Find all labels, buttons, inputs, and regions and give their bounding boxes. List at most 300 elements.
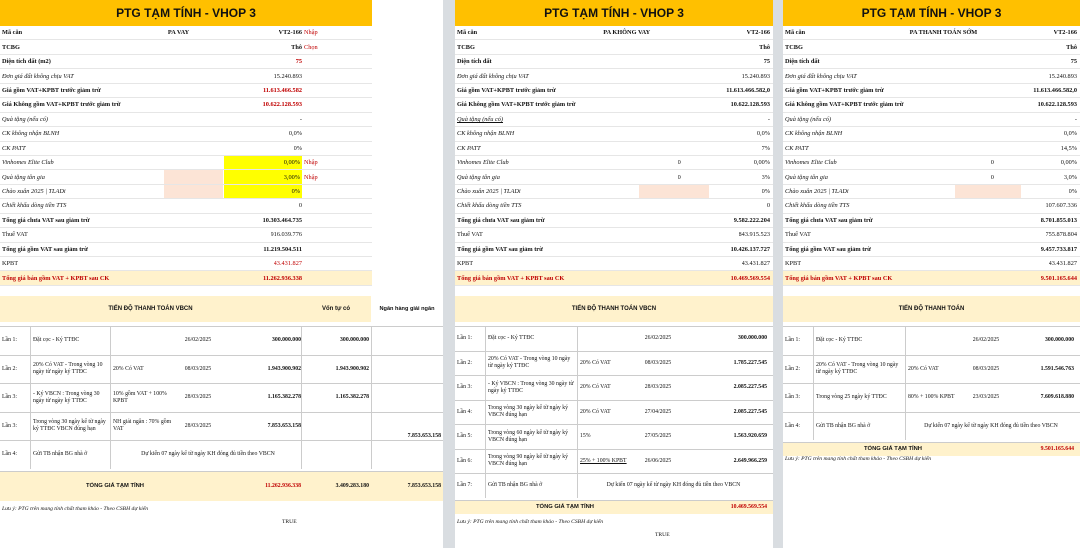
price-row (0, 156, 372, 170)
price-row (455, 113, 773, 127)
row-value: PA VAY (167, 29, 190, 37)
payment-amount: 2.649.966.259 (733, 457, 767, 464)
sheet-title: PTG TẠM TÍNH - VHOP 3 (783, 0, 1080, 26)
payment-own: 300.000.000 (301, 327, 371, 355)
payment-amount: 1.165.382.278 (267, 394, 301, 401)
payment-bank (371, 356, 443, 384)
row-label: CK PATT (457, 144, 481, 152)
price-row (455, 26, 773, 40)
payment-amount: 7.853.653.158 (267, 422, 301, 429)
payment-amount: 1.785.227.545 (733, 359, 767, 366)
footnote: Lưu ý: PTG trên mang tính chất tham khảo - Theo CSBH dự kiến (2, 505, 149, 512)
price-rows (455, 26, 773, 286)
payment-date: 08/03/2025 (184, 365, 212, 372)
row-label: Tổng giá chưa VAT sau giảm trừ (2, 216, 90, 224)
row-label: Giá gồm VAT+KPBT trước giảm trừ (785, 86, 884, 94)
price-row (455, 214, 773, 228)
payment-term: Dự kiến 07 ngày kể từ ngày KH đóng đủ tiền theo VBCN (577, 474, 767, 498)
row-label: Đơn giá đất không chịu VAT (785, 72, 857, 80)
payment-date: 26/06/2025 (644, 457, 672, 464)
highlight-cell (639, 185, 709, 198)
row-value: Thô (759, 43, 770, 51)
row-label: Vinhomes Elite Club (2, 159, 54, 167)
row-label: Chiết khấu dòng tiền TTS (457, 202, 522, 210)
row-label: Thuế VAT (785, 231, 811, 239)
row-value: - (299, 115, 302, 123)
row-label: Giá Không gồm VAT+KPBT trước giảm trừ (457, 101, 576, 109)
payment-desc: Đặt cọc - Ký TTĐC (485, 327, 575, 351)
price-row (783, 170, 1080, 184)
total-label: TỔNG GIÁ TẠM TÍNH (86, 482, 144, 489)
payment-step: Lần 2: (785, 365, 800, 372)
row-label: Tổng giá chưa VAT sau giảm trừ (457, 216, 545, 224)
row-action[interactable]: Nhập (304, 29, 318, 37)
highlight-cell (955, 185, 1020, 198)
row-value: 0 (298, 202, 302, 210)
row-value: 75 (295, 58, 302, 66)
payment-amount: 2.085.227.545 (733, 384, 767, 391)
payment-own (301, 413, 371, 441)
row-label: Vinhomes Elite Club (457, 159, 509, 167)
payment-step: Lần 1: (457, 335, 472, 342)
row-action[interactable]: Nhập (304, 173, 318, 181)
payment-desc: Đặt cọc - Ký TTĐC (30, 327, 108, 355)
payment-row (783, 412, 1080, 441)
total-row (783, 442, 1080, 456)
row-value: 0,0% (1063, 130, 1077, 138)
footnote: Lưu ý: PTG trên mang tính chất tham khảo - Theo CSBH dự kiến (457, 518, 604, 525)
payment-step: Lần 6: (457, 457, 472, 464)
sheet-2 (455, 0, 773, 548)
payment-date: 08/03/2025 (644, 359, 672, 366)
row-mid-value: 0 (990, 173, 994, 181)
row-value: 0,0% (756, 130, 770, 138)
total-value: 9.501.165.644 (1040, 446, 1074, 453)
payment-amount: 1.563.920.659 (733, 433, 767, 440)
row-label: CK không nhận BLNH (785, 130, 843, 138)
payment-term: 15% (577, 425, 635, 449)
row-value: PA KHÔNG VAY (603, 29, 651, 37)
payment-step: Lần 4: (457, 408, 472, 415)
payment-step: Lần 5: (457, 433, 472, 440)
price-row (783, 214, 1080, 228)
row-label: Diện tích đất (m2) (2, 58, 51, 66)
payment-desc: - Ký VBCN : Trong vòng 30 ngày từ ngày ký TTĐC (30, 384, 108, 412)
payment-step: Lần 1: (785, 337, 800, 344)
price-row (783, 55, 1080, 69)
payment-desc: - Ký VBCN : Trong vòng 30 ngày từ ngày ký TTĐC (485, 376, 575, 400)
row-label: Giá gồm VAT+KPBT trước giảm trừ (2, 86, 101, 94)
row-label: Quà tặng (nếu có) (457, 115, 503, 123)
row-label: TCBG (785, 43, 803, 51)
row-label: CK không nhận BLNH (2, 130, 60, 138)
payment-date: 26/02/2025 (184, 337, 212, 344)
payment-desc: Trong vòng 60 ngày kể từ ngày ký VBCN đúng hạn (485, 425, 575, 449)
price-row (0, 84, 372, 98)
payment-title: TIẾN ĐỘ THANH TOÁN VBCN (0, 296, 301, 322)
price-row (0, 243, 372, 257)
row-label: KPBT (2, 260, 19, 268)
payment-date: 27/05/2025 (644, 433, 672, 440)
row-value: 0,00% (1060, 159, 1077, 167)
row-mid-value: 0 (677, 173, 681, 181)
row-value: 15.240.893 (1048, 72, 1077, 80)
price-row (0, 69, 372, 83)
payment-date: 27/04/2025 (644, 408, 672, 415)
payment-bank (371, 384, 443, 412)
row-value: 0 (766, 202, 770, 210)
price-row (455, 69, 773, 83)
row-label: Chào xuân 2025 | TLADi (2, 188, 66, 196)
row-label: Mã căn (785, 29, 806, 37)
payment-desc: Trong vòng 25 ngày ký TTĐC (813, 384, 903, 412)
payment-bank: 7.853.653.158 (371, 413, 443, 441)
row-label: Quà tặng (nếu có) (2, 115, 48, 123)
total-value: 10.469.569.554 (730, 503, 767, 510)
row-value: 0,00% (224, 156, 302, 169)
payment-step: Lần 2: (2, 365, 17, 372)
payment-row (0, 326, 443, 355)
row-label: CK không nhận BLNH (457, 130, 515, 138)
price-row (455, 185, 773, 199)
price-row (0, 127, 372, 141)
payment-term: NH giải ngân : 70% gồm VAT (110, 413, 172, 441)
row-label: Đơn giá đất không chịu VAT (2, 72, 74, 80)
row-label: Giá gồm VAT+KPBT trước giảm trừ (457, 86, 556, 94)
payment-row (783, 326, 1080, 355)
payment-own: 1.165.382.278 (301, 384, 371, 412)
payment-term (905, 327, 963, 355)
total-value: 11.262.936.338 (265, 482, 301, 489)
payment-amount: 1.943.900.902 (267, 365, 301, 372)
payment-term: Dự kiến 07 ngày kể từ ngày KH đóng đủ tiền theo VBCN (110, 441, 303, 469)
price-row (0, 185, 372, 199)
row-value: 15.240.893 (741, 72, 770, 80)
price-row (0, 40, 372, 54)
payment-desc: 20% Có VAT - Trong vòng 10 ngày từ ngày ký TTĐC (485, 352, 575, 376)
price-row (783, 113, 1080, 127)
payment-term: 20% Có VAT (905, 356, 963, 384)
payment-date: 28/03/2025 (184, 422, 212, 429)
payment-row (455, 400, 773, 425)
payment-desc: Trong vòng 30 ngày kể từ ngày ký VBCN đúng hạn (485, 401, 575, 425)
price-row (0, 113, 372, 127)
price-row (783, 98, 1080, 112)
payment-step: Lần 7: (457, 482, 472, 489)
row-label: TCBG (457, 43, 475, 51)
flag-value: TRUE (655, 531, 670, 538)
row-action[interactable]: Chọn (304, 43, 318, 51)
payment-step: Lần 1: (2, 337, 17, 344)
payment-amount: 300.000.000 (738, 335, 767, 342)
price-row (783, 257, 1080, 271)
row-label: Quà tặng tân gia (2, 173, 45, 181)
row-value: 0,0% (288, 130, 302, 138)
payment-step: Lần 4: (785, 422, 800, 429)
row-label: Thuế VAT (457, 231, 483, 239)
payment-row (783, 355, 1080, 384)
payment-step: Lần 3: (457, 384, 472, 391)
price-row (455, 271, 773, 285)
row-value: 11.613.466.582,0 (1033, 86, 1077, 94)
payment-amount: 2.085.227.545 (733, 408, 767, 415)
price-row (783, 228, 1080, 242)
payment-desc: Đặt cọc - Ký TTĐC (813, 327, 903, 355)
row-value: 0,00% (753, 159, 770, 167)
price-row (455, 170, 773, 184)
payment-row (455, 351, 773, 376)
row-label: Quà tặng tân gia (457, 173, 500, 181)
payment-date: 26/02/2025 (972, 337, 1000, 344)
price-row (0, 214, 372, 228)
payment-desc: Gửi TB nhận BG nhà ở (813, 413, 905, 441)
row-value: 843.915.523 (738, 231, 770, 239)
row-action[interactable]: Nhập (304, 159, 318, 167)
price-rows (783, 26, 1080, 286)
row-value: 755.878.804 (1045, 231, 1077, 239)
row-value-code: VT2-166 (746, 29, 770, 37)
payment-title: TIẾN ĐỘ THANH TOÁN (783, 296, 1080, 322)
payment-term: 20% Có VAT (577, 376, 635, 400)
row-value-code: VT2-166 (1053, 29, 1077, 37)
payment-term: 80% + 100% KPBT (905, 384, 963, 412)
payment-desc: Gửi TB nhận BG nhà ở (30, 441, 110, 469)
row-label: Giá Không gồm VAT+KPBT trước giảm trừ (2, 101, 121, 109)
payment-amount: 300.000.000 (272, 337, 301, 344)
price-row (0, 228, 372, 242)
total-row (455, 500, 773, 514)
price-row (0, 55, 372, 69)
row-value-code: VT2-166 (278, 29, 302, 37)
payment-desc: 20% Có VAT - Trong vòng 10 ngày từ ngày ký TTĐC (30, 356, 108, 384)
row-value: 10.622.128.593 (730, 101, 770, 109)
sheet-title: PTG TẠM TÍNH - VHOP 3 (0, 0, 372, 26)
col-bank-header: Ngân hàng giải ngân (379, 306, 435, 312)
payment-row (455, 424, 773, 449)
row-label: Chiết khấu dòng tiền TTS (785, 202, 850, 210)
payment-term (110, 327, 172, 355)
row-label: Diện tích đất (785, 58, 820, 66)
payment-desc: Trong vòng 30 ngày kể từ ngày ký TTĐC VBCN đúng hạn (30, 413, 108, 441)
price-row (455, 55, 773, 69)
row-label: Tổng giá bán gồm VAT + KPBT sau CK (2, 274, 110, 282)
price-row (0, 170, 372, 184)
payment-row (0, 383, 443, 412)
payment-step: Lần 4: (2, 451, 17, 458)
payment-row (783, 383, 1080, 412)
row-label: Quà tặng (nếu có) (785, 115, 831, 123)
flag-value: TRUE (282, 518, 297, 525)
row-label: Tổng giá gồm VAT sau giảm trừ (457, 245, 543, 253)
row-label: Mã căn (457, 29, 478, 37)
price-row (783, 243, 1080, 257)
row-value: 8.701.855.013 (1040, 216, 1077, 224)
price-row (455, 243, 773, 257)
row-value: - (767, 115, 770, 123)
row-value: 14,5% (1060, 144, 1077, 152)
price-row (783, 84, 1080, 98)
row-label: Chào xuân 2025 | TLADi (457, 188, 521, 196)
total-label: TỔNG GIÁ TẠM TÍNH (864, 446, 922, 453)
price-row (783, 40, 1080, 54)
price-row (455, 98, 773, 112)
price-row (783, 185, 1080, 199)
row-value: 11.613.466.582 (262, 86, 302, 94)
row-value: - (1074, 115, 1077, 123)
highlight-cell (164, 185, 224, 198)
payment-row (455, 449, 773, 474)
price-row (0, 98, 372, 112)
row-label: Diện tích đất (457, 58, 492, 66)
highlight-cell (164, 170, 224, 183)
payment-bank (371, 327, 443, 355)
row-label: TCBG (2, 43, 20, 51)
row-value: 916.039.776 (270, 231, 302, 239)
row-value: 9.501.165.644 (1040, 274, 1077, 282)
price-row (455, 127, 773, 141)
total-label: TỔNG GIÁ TẠM TÍNH (536, 503, 594, 510)
row-value: 11.613.466.582,0 (726, 86, 770, 94)
row-value: 7% (761, 144, 770, 152)
price-row (455, 228, 773, 242)
payment-step: Lần 3: (2, 422, 17, 429)
row-mid-value: 0 (677, 159, 681, 167)
price-row (455, 199, 773, 213)
payment-desc: Gửi TB nhận BG nhà ở (485, 474, 577, 498)
payment-bank (371, 441, 443, 469)
payment-date: 08/03/2025 (972, 365, 1000, 372)
payment-term: 10% gồm VAT + 100% KPBT (110, 384, 172, 412)
price-row (783, 69, 1080, 83)
row-label: Vinhomes Elite Club (785, 159, 837, 167)
row-value: 43.431.827 (273, 260, 302, 268)
row-label: Chiết khấu dòng tiền TTS (2, 202, 67, 210)
price-row (455, 156, 773, 170)
payment-date: 28/03/2025 (644, 384, 672, 391)
row-label: Giá Không gồm VAT+KPBT trước giảm trừ (785, 101, 904, 109)
row-label: Đơn giá đất không chịu VAT (457, 72, 529, 80)
payment-desc: Trong vòng 90 ngày kể từ ngày ký VBCN đúng hạn (485, 450, 575, 474)
payment-term (577, 327, 635, 351)
col-own-header: Vốn tự có (301, 296, 371, 322)
payment-term: 20% Có VAT (110, 356, 172, 384)
row-value: 9.457.733.817 (1040, 245, 1077, 253)
footnote: Lưu ý: PTG trên mang tính chất tham khảo - Theo CSBH dự kiến (785, 456, 932, 462)
payment-amount: 300.000.000 (1045, 337, 1074, 344)
row-value: PA THANH TOÁN SỚM (909, 29, 978, 37)
row-value: 3,0% (1063, 173, 1077, 181)
price-row (455, 142, 773, 156)
row-label: CK PATT (2, 144, 26, 152)
payment-amount: 1.591.546.763 (1040, 365, 1074, 372)
row-value: 10.622.128.593 (1037, 101, 1077, 109)
row-value: 75 (763, 58, 770, 66)
row-label: KPBT (785, 260, 802, 268)
total-own: 3.409.283.180 (335, 482, 369, 489)
row-label: CK PATT (785, 144, 809, 152)
price-row (783, 26, 1080, 40)
payment-date: 23/03/2025 (972, 394, 1000, 401)
price-row (783, 142, 1080, 156)
total-row (0, 471, 443, 501)
row-label: Chào xuân 2025 | TLADi (785, 188, 849, 196)
sheet-3 (783, 0, 1080, 548)
row-value: 0% (761, 188, 770, 196)
payment-step: Lần 3: (2, 394, 17, 401)
row-label: Tổng giá bán gồm VAT + KPBT sau CK (785, 274, 893, 282)
row-value: 10.622.128.593 (262, 101, 302, 109)
payment-row (455, 326, 773, 351)
row-value: 10.303.464.735 (262, 216, 302, 224)
row-value: 75 (1070, 58, 1077, 66)
price-row (783, 199, 1080, 213)
row-value: 0% (293, 144, 302, 152)
row-value: 0% (1068, 188, 1077, 196)
row-value: 15.240.893 (273, 72, 302, 80)
price-row (783, 271, 1080, 285)
row-mid-value: 0 (990, 159, 994, 167)
row-value: 43.431.827 (1048, 260, 1077, 268)
payment-step: Lần 2: (457, 359, 472, 366)
row-label: Quà tặng tân gia (785, 173, 828, 181)
payment-step: Lần 3: (785, 394, 800, 401)
payment-own: 1.943.900.902 (301, 356, 371, 384)
row-value: 11.219.504.511 (263, 245, 302, 253)
row-value: 9.582.222.204 (733, 216, 770, 224)
payment-date: 28/03/2025 (184, 394, 212, 401)
row-label: KPBT (457, 260, 474, 268)
price-row (0, 26, 372, 40)
price-row (455, 40, 773, 54)
price-row (783, 156, 1080, 170)
row-label: Thuế VAT (2, 231, 28, 239)
row-label: Mã căn (2, 29, 23, 37)
row-value: Thô (1066, 43, 1077, 51)
row-value: Thô (291, 43, 302, 51)
row-label: Tổng giá gồm VAT sau giảm trừ (2, 245, 88, 253)
payment-row (0, 355, 443, 384)
payment-title: TIẾN ĐỘ THANH TOÁN VBCN (455, 296, 773, 322)
row-value: 3% (761, 173, 770, 181)
payment-term: Dự kiến 07 ngày kể từ ngày KH đóng đủ tiền theo VBCN (905, 413, 1074, 441)
payment-row (455, 375, 773, 400)
price-row (455, 257, 773, 271)
row-value: 11.262.936.338 (262, 274, 302, 282)
payment-own (301, 441, 371, 469)
price-row (0, 271, 372, 285)
payment-row (0, 412, 443, 441)
sheet-1 (0, 0, 443, 548)
payment-row (455, 473, 773, 498)
row-value: 3,00% (224, 170, 302, 183)
price-row (0, 257, 372, 271)
payment-term: 20% Có VAT (577, 401, 635, 425)
row-label: Tổng giá chưa VAT sau giảm trừ (785, 216, 873, 224)
total-bank: 7.853.653.158 (407, 482, 441, 489)
payment-amount: 7.609.618.880 (1040, 394, 1074, 401)
row-value: 10.469.569.554 (730, 274, 770, 282)
payment-row (0, 440, 443, 469)
row-value: 43.431.827 (741, 260, 770, 268)
price-row (455, 84, 773, 98)
price-row (0, 142, 372, 156)
row-label: Tổng giá bán gồm VAT + KPBT sau CK (457, 274, 565, 282)
row-value: 0% (224, 185, 302, 198)
price-row (783, 127, 1080, 141)
price-rows (0, 26, 372, 286)
row-label: Tổng giá gồm VAT sau giảm trừ (785, 245, 871, 253)
row-value: 10.426.137.727 (730, 245, 770, 253)
